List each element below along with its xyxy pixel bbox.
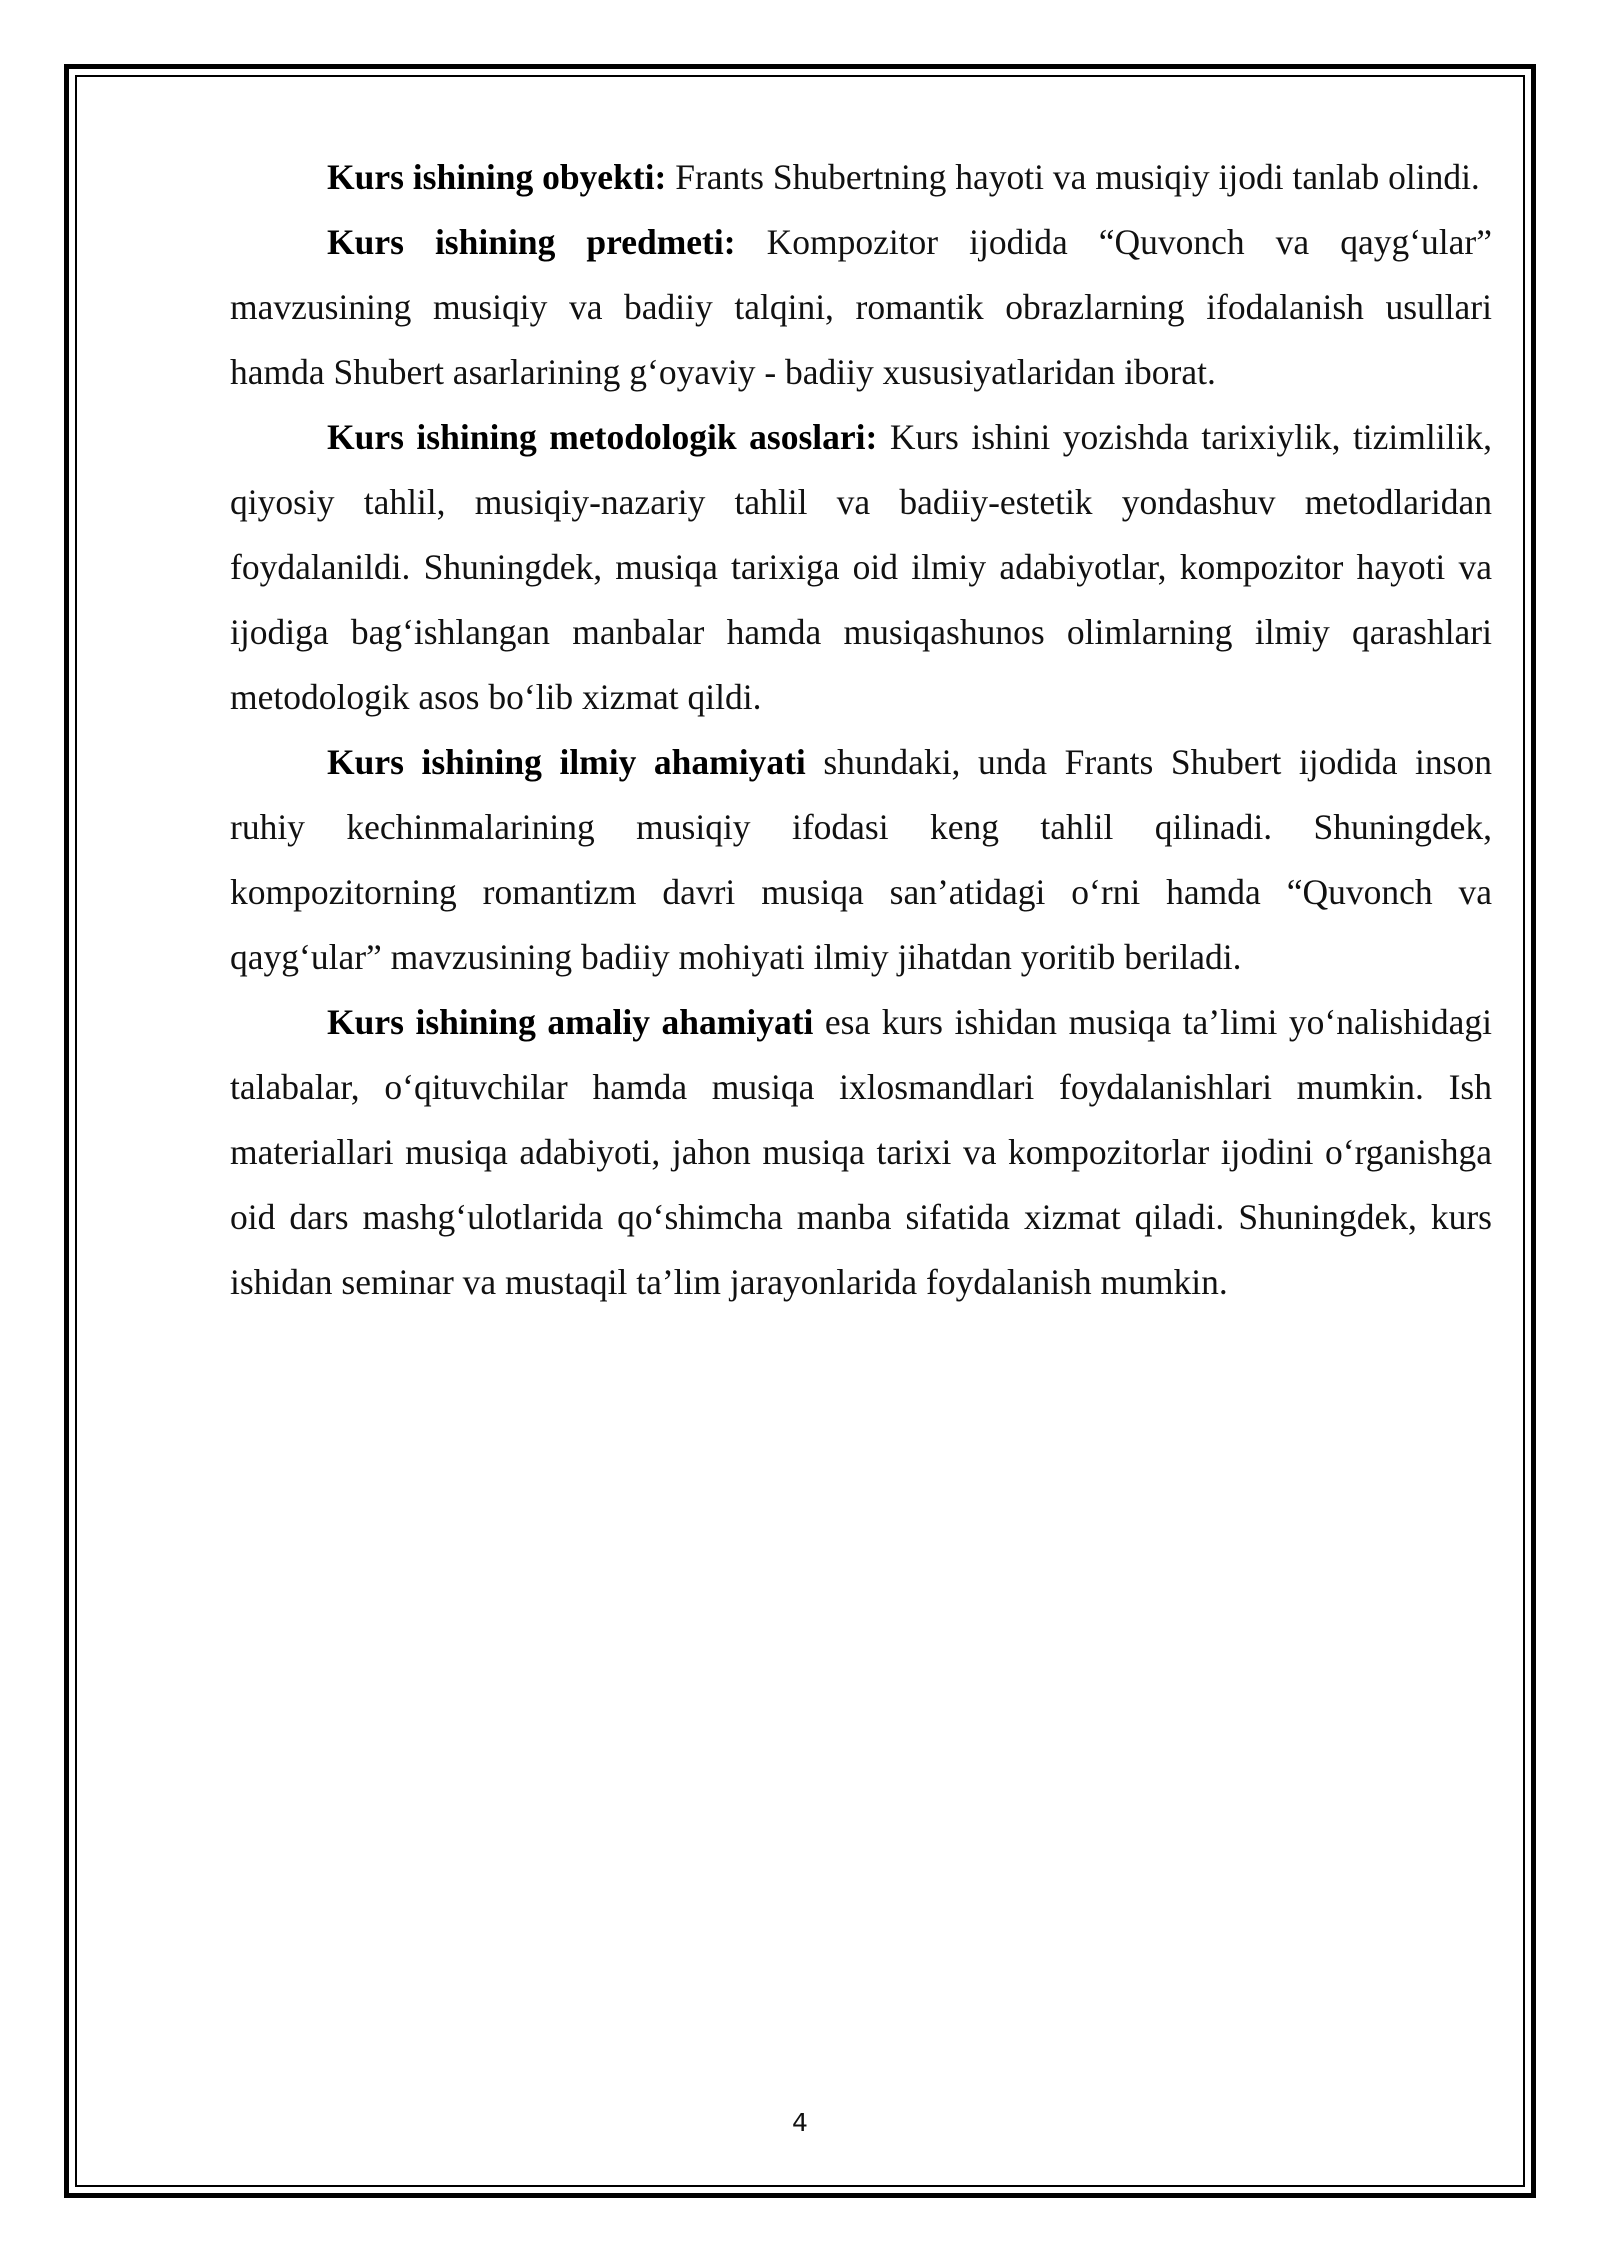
paragraph-text: esa kurs ishidan musiqa ta’limi yo‘nalishidagi talabalar, o‘qituvchilar hamda musiqa ixlosmandlari foydalanishlari mumkin. Ish materiallari musiqa adabiyoti, jahon musiqa tarixi va kompozitorlar ijodini o‘rganishga oid dars mashg‘ulotlarida qo‘shimcha manba sifatida xizmat qiladi. Shuningdek, kurs ishidan seminar va mustaqil ta’lim jarayonlarida foydalanish mumkin. (230, 1002, 1492, 1302)
paragraph-heading: Kurs ishining metodologik asoslari: (327, 417, 878, 457)
paragraph-text: Kompozitor ijodida “Quvonch va qayg‘ular” mavzusining musiqiy va badiiy talqini, romantik obrazlarning ifodalanish usullari hamda Shubert asarlarining g‘oyaviy - badiiy xususiyatlaridan iborat. (230, 222, 1492, 392)
paragraph-subject (230, 210, 1492, 405)
document-body (230, 145, 1492, 1315)
paragraph-heading: Kurs ishining amaliy ahamiyati (327, 1002, 814, 1042)
page-number: 4 (792, 2108, 808, 2137)
paragraph-methodology (230, 405, 1492, 730)
paragraph-scientific-significance (230, 730, 1492, 990)
paragraph-object (230, 145, 1492, 210)
paragraph-practical-significance (230, 990, 1492, 1315)
paragraph-heading: Kurs ishining ilmiy ahamiyati (327, 742, 806, 782)
paragraph-text: Frants Shubertning hayoti va musiqiy ijodi tanlab olindi. (666, 157, 1480, 197)
paragraph-heading: Kurs ishining predmeti: (327, 222, 736, 262)
paragraph-heading: Kurs ishining obyekti: (327, 157, 667, 197)
paragraph-text: shundaki, unda Frants Shubert ijodida inson ruhiy kechinmalarining musiqiy ifodasi keng tahlil qilinadi. Shuningdek, kompozitorning romantizm davri musiqa san’atidagi o‘rni hamda “Quvonch va qayg‘ular” mavzusining badiiy mohiyati ilmiy jihatdan yoritib beriladi. (230, 742, 1492, 977)
paragraph-text: Kurs ishini yozishda tarixiylik, tizimlilik, qiyosiy tahlil, musiqiy-nazariy tahlil va badiiy-estetik yondashuv metodlaridan foydalanildi. Shuningdek, musiqa tarixiga oid ilmiy adabiyotlar, kompozitor hayoti va ijodiga bag‘ishlangan manbalar hamda musiqashunos olimlarning ilmiy qarashlari metodologik asos bo‘lib xizmat qildi. (230, 417, 1492, 717)
